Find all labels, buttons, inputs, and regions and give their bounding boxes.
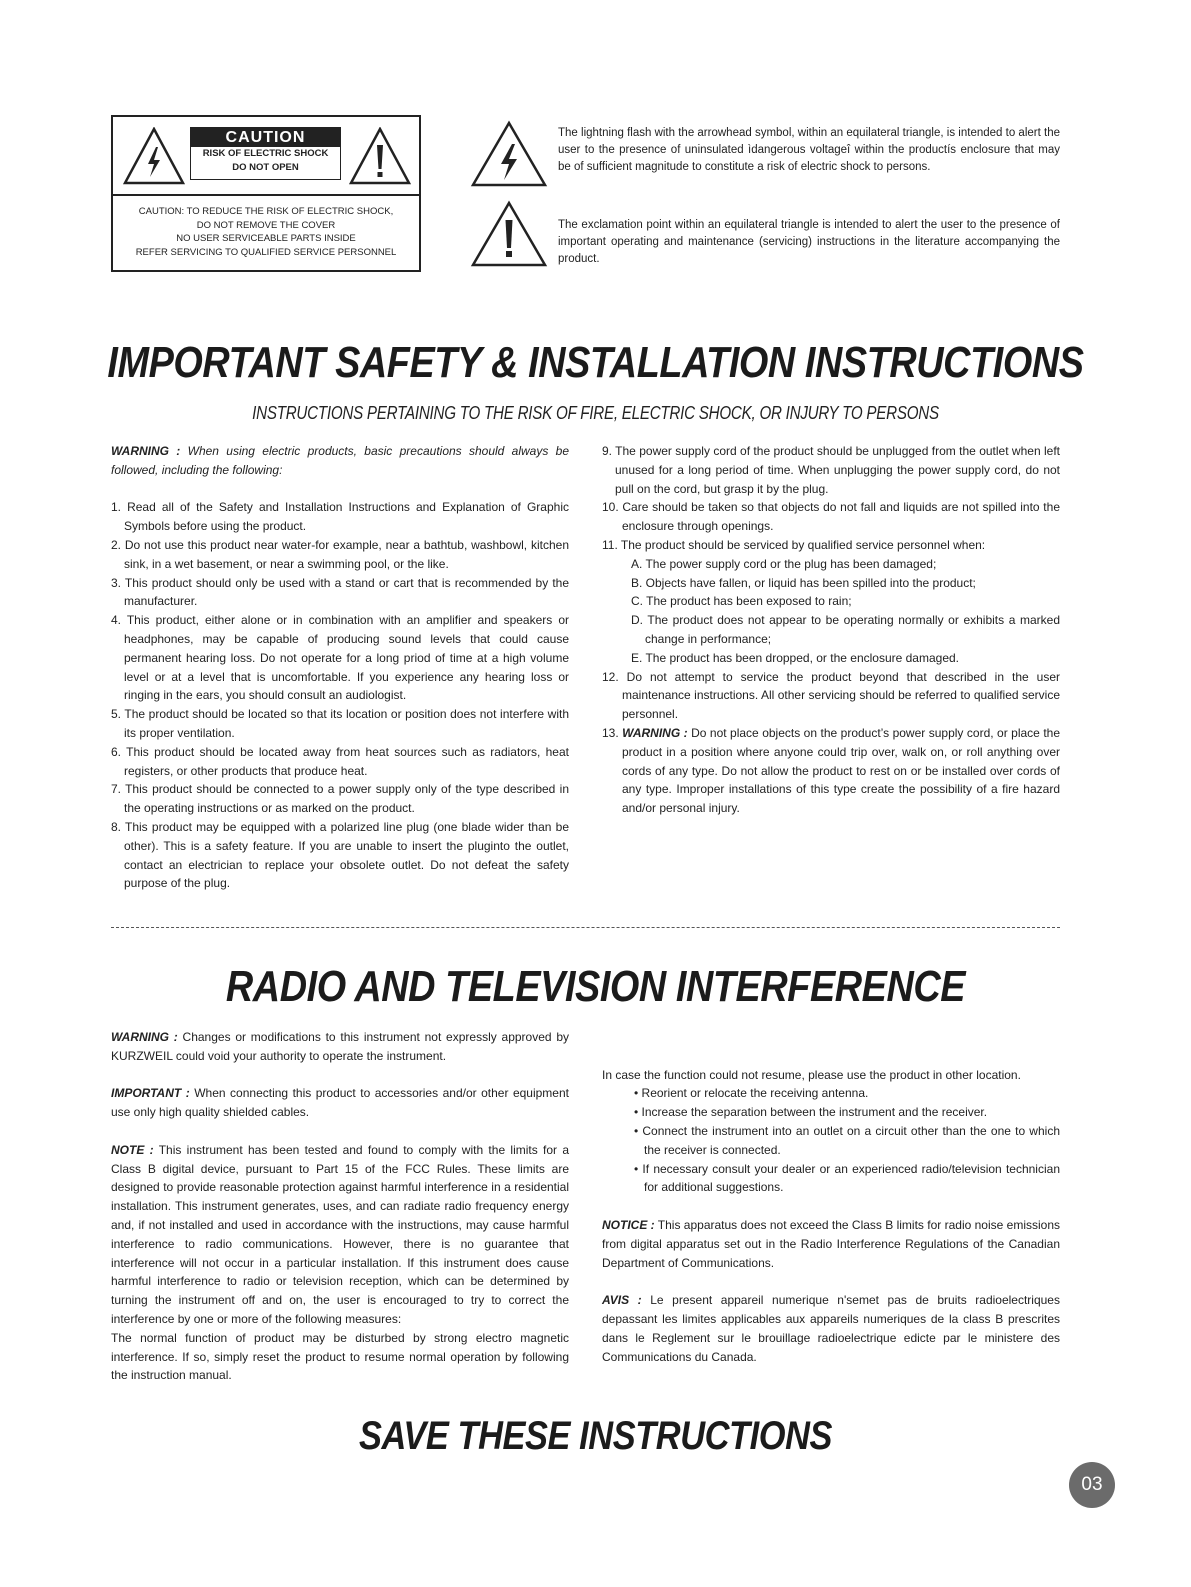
note-lead: NOTE : xyxy=(111,1142,154,1157)
avis-text: Le present appareil numerique n'semet pas de bruits radioelectriques depassant les limites applicables aux appareils numeriques de la class B prescrites dans le Reglement sur le brouillage radioelectrique edicte par le ministere des Communications du Canada. xyxy=(602,1293,1060,1364)
radio-warning xyxy=(111,1028,569,1066)
caution-line: CAUTION: TO REDUCE THE RISK OF ELECTRIC SHOCK, xyxy=(138,206,394,217)
lightning-symbol-description: The lightning flash with the arrowhead symbol, within an equilateral triangle, is intended to alert the user to the presence of uninsulated ìdangerous voltageî within the productís enclosure that may be of sufficient magnitude to constitute a risk of electric shock to persons. xyxy=(558,127,1060,173)
safety-item: 3. This product should only be used with a stand or cart that is recommended by the manufacturer. xyxy=(111,575,569,609)
safety-item: 1. Read all of the Safety and Installation Instructions and Explanation of Graphic Symbols before using the product. xyxy=(111,500,569,534)
caution-label-sign xyxy=(190,127,341,180)
safety-sub-item: A. The power supply cord or the plug has been damaged; xyxy=(631,556,937,571)
caution-risk-text: RISK OF ELECTRIC SHOCK xyxy=(202,148,329,159)
caution-label xyxy=(111,115,421,272)
safety-heading: IMPORTANT SAFETY & INSTALLATION INSTRUCTIONS xyxy=(107,338,1084,387)
radio-normal-function: The normal function of product may be disturbed by strong electro magnetic interference. If so, simply reset the product to resume normal operation by following the instruction manual. xyxy=(111,1330,569,1383)
notice-text: This apparatus does not exceed the Class B limits for radio noise emissions from digital apparatus set out in the Radio Interference Regulations of the Canadian Department of Communications. xyxy=(602,1217,1060,1270)
safety-item: 2. Do not use this product near water-for example, near a bathtub, washbowl, kitchen sink, in a wet basement, or near a swimming pool, or the like. xyxy=(111,537,569,571)
radio-left-column xyxy=(111,1028,569,1385)
lightning-triangle-icon xyxy=(123,127,185,185)
safety-sub-item: E. The product has been dropped, or the enclosure damaged. xyxy=(631,650,960,665)
safety-subheading: INSTRUCTIONS PERTAINING TO THE RISK OF FIRE, ELECTRIC SHOCK, OR INJURY TO PERSONS xyxy=(252,402,939,423)
exclamation-symbol-icon xyxy=(470,200,548,268)
safety-sub-item: B. Objects have fallen, or liquid has been spilled into the product; xyxy=(631,575,976,590)
radio-notice xyxy=(602,1216,1060,1272)
important-lead: IMPORTANT : xyxy=(111,1086,190,1101)
page-number-badge: 03 xyxy=(1069,1462,1115,1508)
warning-lead: WARNING : xyxy=(111,1030,178,1044)
safety-left-column xyxy=(111,442,569,893)
exclamation-symbol-description: The exclamation point within an equilateral triangle is intended to alert the user to the presence of important operating and maintenance (servicing) instructions in the literature accompanying the product. xyxy=(558,219,1060,265)
radio-heading: RADIO AND TELEVISION INTERFERENCE xyxy=(225,962,966,1011)
safety-item: 8. This product may be equipped with a polarized line plug (one blade wider than be other). This is a safety feature. If you are unable to insert the pluginto the outlet, contact an electrician to replace your obsolete outlet. Do not defeat the safety purpose of the plug. xyxy=(111,819,569,891)
caution-label-top xyxy=(113,117,419,196)
warning-text: Changes or modifications to this instrument not expressly approved by KURZWEIL could void your authority to operate the instrument. xyxy=(111,1030,569,1063)
radio-avis xyxy=(602,1291,1060,1366)
safety-item: 11. The product should be serviced by qualified service personnel when: xyxy=(602,537,986,552)
caution-line: DO NOT REMOVE THE COVER xyxy=(196,219,336,231)
radio-bullet: • If necessary consult your dealer or an experienced radio/television technician for additional suggestions. xyxy=(634,1161,1060,1195)
safety-warning xyxy=(111,442,569,480)
safety-sub-item: C. The product has been exposed to rain; xyxy=(631,594,852,609)
safety-item: 9. The power supply cord of the product should be unplugged from the outlet when left unused for a long period of time. When unplugging the power supply cord, do not pull on the cord, but grasp it by the plug. xyxy=(602,444,1060,496)
radio-bullet: • Reorient or relocate the receiving antenna. xyxy=(634,1086,869,1101)
radio-note xyxy=(111,1141,569,1329)
item-text: Do not place objects on the product’s power supply cord, or place the product in a position where anyone could trip over, walk on, or roll anything over cords of any type. Do not allow the product to rest on or be installed over cords of any type. Improper installations of this type create the possibility of a fire hazard and/or personal injury. xyxy=(622,725,1061,816)
caution-line: NO USER SERVICEABLE PARTS INSIDE xyxy=(176,233,356,244)
exclamation-triangle-icon xyxy=(349,127,411,185)
radio-important xyxy=(111,1084,569,1122)
lightning-symbol-icon xyxy=(470,120,548,188)
safety-right-column xyxy=(602,442,1060,818)
radio-right-column xyxy=(602,1028,1060,1366)
caution-label-notice xyxy=(113,205,419,259)
warning-lead: WARNING : xyxy=(111,444,181,458)
caution-title: CAUTION xyxy=(191,128,340,147)
warning-text: When using electric products, basic precautions should always be followed, including the following: xyxy=(111,444,569,477)
radio-case-text: In case the function could not resume, please use the product in other location. xyxy=(602,1067,1021,1082)
warning-lead: WARNING : xyxy=(622,725,688,740)
safety-sub-item: D. The product does not appear to be operating normally or exhibits a marked change in performance; xyxy=(631,613,1060,646)
caution-open-text: DO NOT OPEN xyxy=(232,162,299,173)
item-number: 13. xyxy=(602,725,623,740)
safety-item: 7. This product should be connected to a power supply only of the type described in the operating instructions or as marked on the product. xyxy=(111,782,569,816)
safety-item: 5. The product should be located so that its location or position does not interfere with its proper ventilation. xyxy=(111,707,569,740)
safety-item: 6. This product should be located away from heat sources such as radiators, heat registers, or other products that produce heat. xyxy=(111,744,569,778)
note-text: This instrument has been tested and found to comply with the limits for a Class B digital device, pursuant to Part 15 of the FCC Rules. These limits are designed to provide reasonable protection against harmful interference in a residential installation. This instrument generates, uses, and can radiate radio frequency energy and, if not installed and used in accordance with the instructions, may cause harmful interference to radio communications. However, there is no guarantee that interference will not occur in a particular installation. If this instrument does cause harmful interference to radio or television reception, which can be determined by turning the instrument off and on, the user is encouraged to try to correct the interference by one or more of the following measures: xyxy=(111,1142,569,1326)
save-instructions-heading: SAVE THESE INSTRUCTIONS xyxy=(358,1414,833,1458)
caution-line: REFER SERVICING TO QUALIFIED SERVICE PERSONNEL xyxy=(135,246,397,258)
notice-lead: NOTICE : xyxy=(602,1217,655,1232)
safety-item: 12. Do not attempt to service the product beyond that described in the user maintenance instructions. All other servicing should be referred to qualified service personnel. xyxy=(602,669,1060,722)
radio-bullet: • Connect the instrument into an outlet on a circuit other than the one to which the receiver is connected. xyxy=(634,1123,1060,1157)
important-text: When connecting this product to accessories and/or other equipment use only high quality shielded cables. xyxy=(111,1086,569,1120)
section-divider xyxy=(111,927,1060,928)
radio-bullet: • Increase the separation between the instrument and the receiver. xyxy=(634,1105,988,1120)
safety-item-warning xyxy=(602,724,1060,818)
avis-lead: AVIS : xyxy=(602,1293,642,1308)
safety-item: 10. Care should be taken so that objects do not fall and liquids are not spilled into the enclosure through openings. xyxy=(602,500,1060,534)
safety-item: 4. This product, either alone or in combination with an amplifier and speakers or headphones, may be capable of producing sound levels that could cause permanent hearing loss. Do not operate for a long priod of time at a high volume level or at a level that is uncomfortable. If you experience any hearing loss or ringing in the ears, you should consult an audiologist. xyxy=(111,613,569,703)
